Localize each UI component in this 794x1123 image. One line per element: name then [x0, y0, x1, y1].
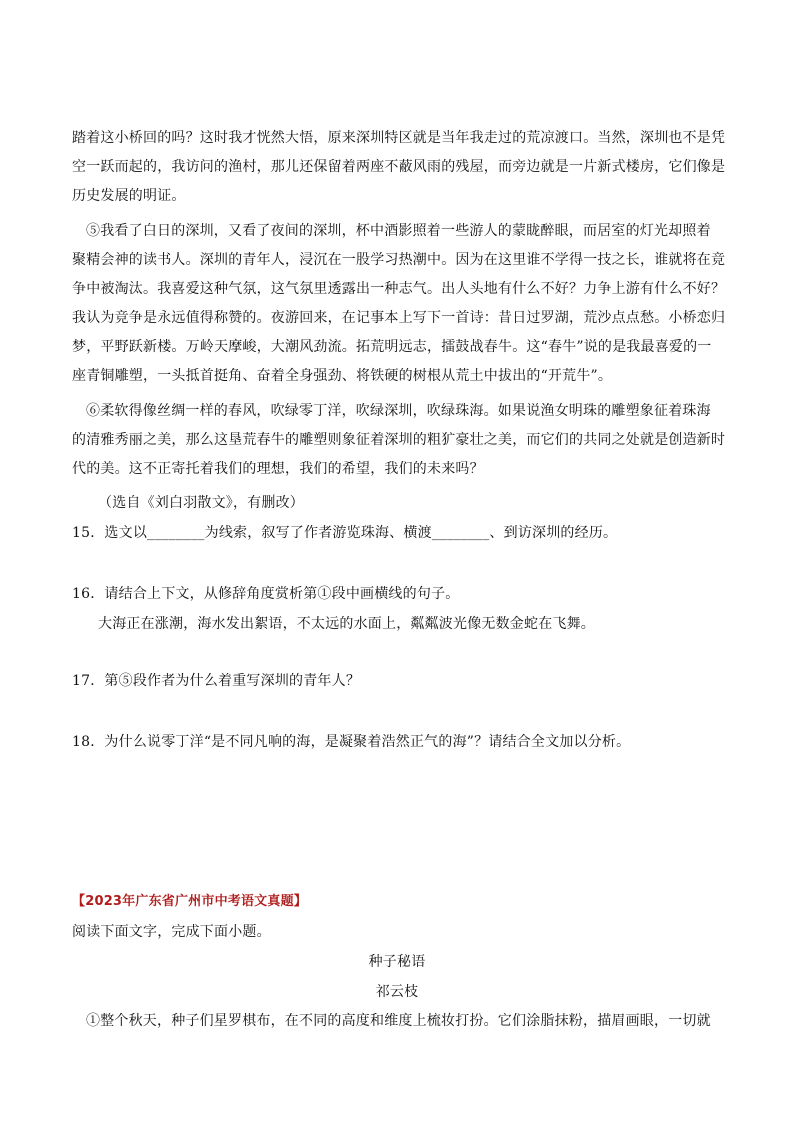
question-16: 16．请结合上下文，从修辞角度赏析第①段中画横线的句子。 [72, 586, 460, 602]
passage-p6-line-1: ⑥柔软得像丝绸一样的春风，吹绿零丁洋，吹绿深圳，吹绿珠海。如果说渔女明珠的雕塑象征着珠海 [86, 403, 711, 419]
passage-p6-line-2: 的清雅秀丽之美，那么这垦荒春牛的雕塑则象征着深圳的粗犷豪壮之美，而它们的共同之处就是创造新时 [72, 432, 726, 448]
passage-p6-line-3: 代的美。这不正寄托着我们的理想，我们的希望，我们的未来吗？ [72, 461, 484, 477]
passage-p4-line-3: 历史发展的明证。 [72, 188, 186, 204]
article-p1: ①整个秋天，种子们星罗棋布，在不同的高度和维度上梳妆打扮。它们涂脂抹粉，描眉画眼，一切就 [86, 1013, 711, 1029]
article-author: 祁云枝 [375, 984, 419, 1000]
passage-p5-line-3: 争中被淘汰。我喜爱这种气氛，这气氛里透露出一种志气。出人头地有什么不好？力争上游有什么不好？ [72, 281, 726, 297]
passage-p4-line-1: 踏着这小桥回的吗？这时我才恍然大悟，原来深圳特区就是当年我走过的荒凉渡口。当然，深圳也不是凭 [72, 130, 726, 146]
passage-p5-line-4: 我认为竞争是永远值得称赞的。夜游回来，在记事本上写下一首诗：昔日过罗湖，荒沙点点愁。小桥恋归 [72, 310, 726, 326]
section-instruction: 阅读下面文字，完成下面小题。 [72, 924, 271, 940]
passage-p5-line-6: 座青铜雕塑，一头抵首挺角、奋着全身强劲、将铁硬的树根从荒土中拔出的“开荒牛”。 [72, 368, 613, 384]
question-17: 17．第⑤段作者为什么着重写深圳的青年人？ [72, 673, 361, 689]
passage-p5-line-1: ⑤我看了白日的深圳，又看了夜间的深圳，杯中酒影照着一些游人的蒙眬醉眼，而居室的灯光却照着 [86, 223, 711, 239]
passage-p5-line-5: 梦，平野跃新楼。万岭天摩峻，大潮风劲流。拓荒明远志，擂鼓战春牛。这“春牛”说的是我最喜爱的一 [72, 339, 712, 355]
passage-p4-line-2: 空一跃而起的，我访问的渔村，那儿还保留着两座不蔽风雨的残屋，而旁边就是一片新式楼房，它们像是 [72, 159, 726, 175]
question-16-quote: 大海正在涨潮，海水发出絮语，不太远的水面上，粼粼波光像无数金蛇在飞舞。 [98, 616, 595, 632]
question-15: 15．选文以________为线索，叙写了作者游览珠海、横渡________、到访深圳的经历。 [72, 525, 618, 541]
section-heading: 【2023年广东省广州市中考语文真题】 [72, 894, 307, 909]
passage-p5-line-2: 聚精会神的读书人。深圳的青年人，浸沉在一股学习热潮中。因为在这里谁不学得一技之长，谁就将在竞 [72, 252, 726, 268]
passage-source: （选自《刘白羽散文》，有删改） [98, 495, 304, 511]
article-title: 种子秘语 [368, 954, 426, 970]
question-18: 18．为什么说零丁洋“是不同凡响的海，是凝聚着浩然正气的海”？请结合全文加以分析。 [72, 734, 631, 750]
